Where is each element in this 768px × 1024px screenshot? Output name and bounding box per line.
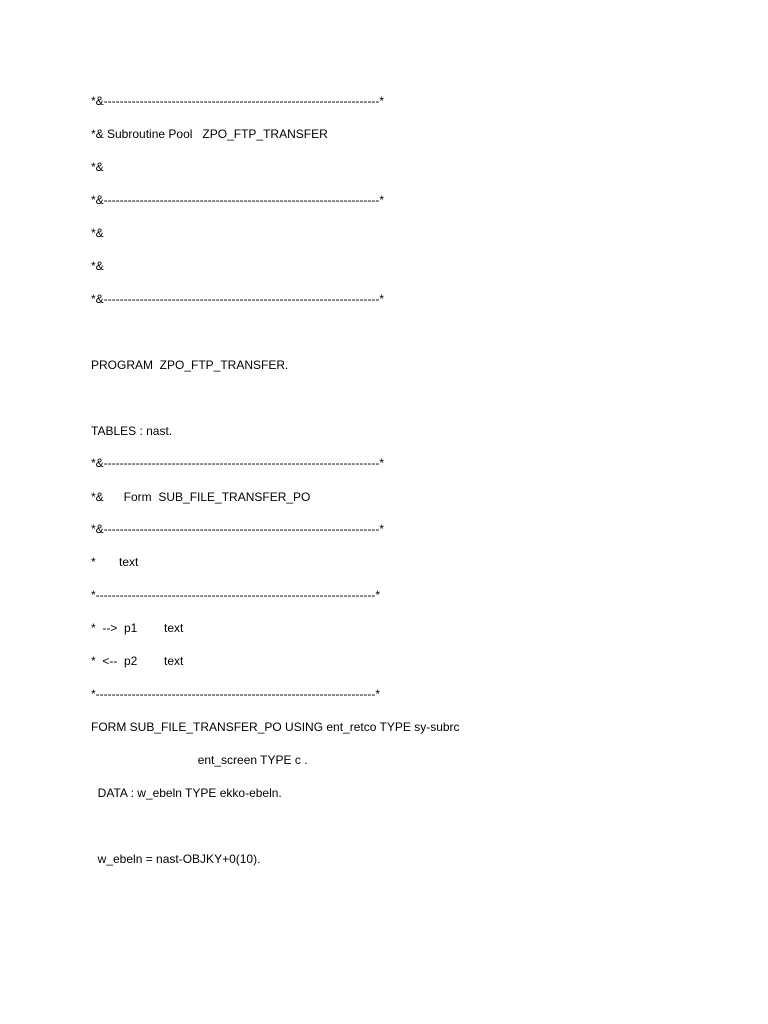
comment-line: *& — [91, 259, 104, 273]
comment-line: *& — [91, 226, 104, 240]
code-line: w_ebeln = nast-OBJKY+0(10). — [91, 852, 261, 866]
comment-line: * text — [91, 555, 139, 569]
comment-separator: *&---------------------------------------------------------------------* — [91, 522, 385, 536]
code-line: DATA : w_ebeln TYPE ekko-ebeln. — [91, 786, 282, 800]
comment-separator: *&---------------------------------------------------------------------* — [91, 193, 385, 207]
comment-line: *& — [91, 160, 104, 174]
comment-separator: *----------------------------------------------------------------------* — [91, 588, 381, 602]
comment-separator: *&---------------------------------------------------------------------* — [91, 94, 385, 108]
comment-separator: *&---------------------------------------------------------------------* — [91, 456, 385, 470]
comment-line: *& Subroutine Pool ZPO_FTP_TRANSFER — [91, 127, 328, 141]
comment-separator: *&---------------------------------------------------------------------* — [91, 292, 385, 306]
comment-line: *& Form SUB_FILE_TRANSFER_PO — [91, 490, 311, 504]
code-line: FORM SUB_FILE_TRANSFER_PO USING ent_retco TYPE sy-subrc — [91, 720, 460, 734]
comment-separator: *----------------------------------------------------------------------* — [91, 687, 381, 701]
comment-line: * --> p1 text — [91, 621, 184, 635]
comment-line: * <-- p2 text — [91, 654, 184, 668]
code-line: PROGRAM ZPO_FTP_TRANSFER. — [91, 358, 289, 372]
code-line: ent_screen TYPE c . — [91, 753, 308, 767]
code-line: TABLES : nast. — [91, 424, 173, 438]
